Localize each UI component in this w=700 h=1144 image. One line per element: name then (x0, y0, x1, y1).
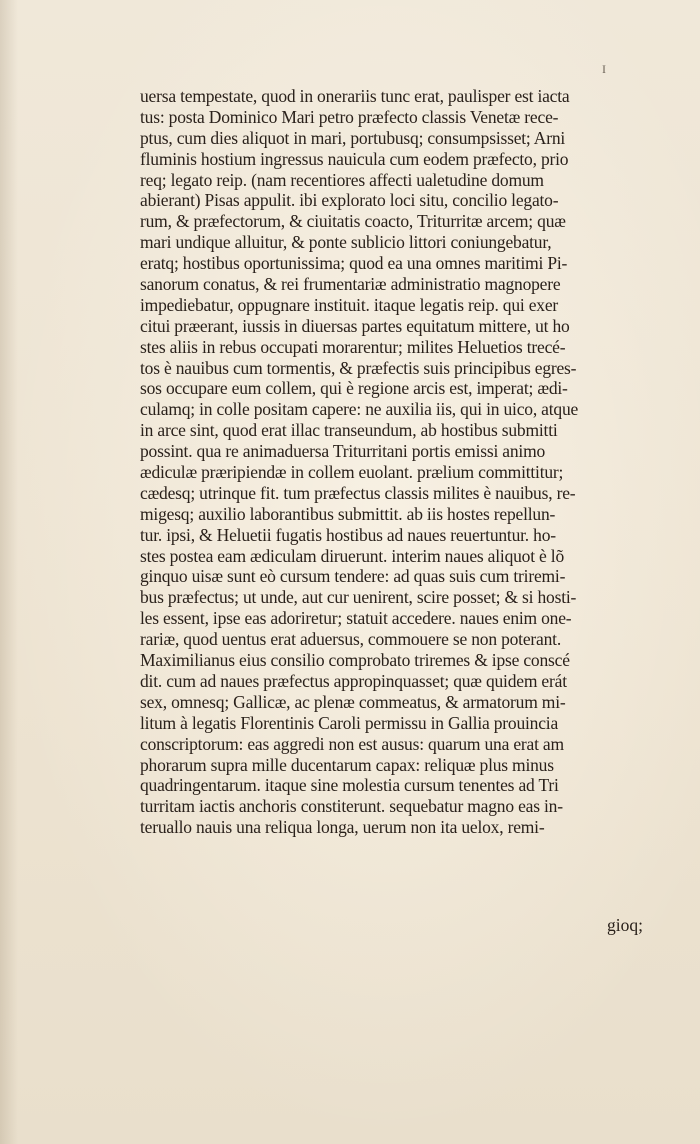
text-line: teruallo nauis una reliqua longa, uerum non ita uelox, remi- (140, 817, 545, 838)
text-line: bus præfectus; ut unde, aut cur uenirent, scire posset; & si hosti- (140, 587, 577, 608)
text-line: stes aliis in rebus occupati morarentur; milites Heluetios trecé- (140, 336, 566, 357)
text-line: eratq; hostibus oportunissima; quod ea una omnes maritimi Pi- (140, 253, 568, 274)
text-line: rariæ, quod uentus erat aduersus, commouere se non poterant. (140, 629, 561, 650)
text-line: conscriptorum: eas aggredi non est ausus: quarum una erat am (140, 733, 564, 754)
text-line: phorarum supra mille ducentarum capax: reliquæ plus minus (140, 754, 554, 775)
text-line: migesq; auxilio laborantibus submittit. ab iis hostes repellun- (140, 503, 556, 524)
text-line: ædiculæ præripiendæ in collem euolant. prælium committitur; (140, 462, 564, 483)
text-line: quadringentarum. itaque sine molestia cursum tenentes ad Tri (140, 775, 559, 796)
text-line: uersa tempestate, quod in onerariis tunc erat, paulisper est iacta (140, 86, 570, 106)
text-line: req; legato reip. (nam recentiores affecti ualetudine domum (140, 169, 544, 190)
text-line: sos occupare eum collem, qui è regione arcis est, imperat; ædi- (140, 378, 568, 399)
text-line: possint. qua re animaduersa Triturritani portis emissi animo (140, 441, 546, 462)
text-line: dit. cum ad naues præfectus appropinquasset; quæ quidem erát (140, 670, 567, 691)
text-line: litum à legatis Florentinis Caroli permissu in Gallia prouincia (140, 712, 559, 733)
page-edge-shadow (0, 0, 18, 1144)
text-block (140, 86, 660, 838)
text-line: Maximilianus eius consilio comprobato triremes & ipse conscé (140, 650, 570, 671)
text-line: mari undique alluitur, & ponte sublicio littori coniungebatur, (140, 232, 552, 253)
text-line: tur. ipsi, & Heluetii fugatis hostibus ad naues reuertuntur. ho- (140, 524, 556, 545)
text-line: in arce sint, quod erat illac transeundum, ab hostibus submitti (140, 420, 558, 441)
text-line: rum, & præfectorum, & ciuitatis coacto, Triturritæ arcem; quæ (140, 211, 566, 232)
text-line: stes postea eam ædiculam diruerunt. interim naues aliquot è lõ (140, 545, 565, 566)
text-line: les essent, ipse eas adoriretur; statuit accedere. naues enim one- (140, 608, 572, 629)
text-line: culamq; in colle positam capere: ne auxilia iis, qui in uico, atque (140, 399, 579, 420)
text-line: cædesq; utrinque fit. tum præfectus classis milites è nauibus, re- (140, 482, 576, 503)
text-line: turritam iactis anchoris constiterunt. sequebatur magno eas in- (140, 796, 563, 817)
text-line: ginquo uisæ sunt eò cursum tendere: ad quas suis cum triremi- (140, 566, 566, 587)
text-line: sanorum conatus, & rei frumentariæ administratio magnopere (140, 274, 561, 295)
text-line: citui præerant, iussis in diuersas partes equitatum mittere, ut ho (140, 315, 570, 336)
text-line: tus: posta Dominico Mari petro præfecto classis Venetæ rece- (140, 106, 559, 127)
text-line: tos è nauibus cum tormentis, & præfectis suis principibus egres- (140, 357, 577, 378)
text-line: fluminis hostium ingressus nauicula cum eodem præfecto, prio (140, 148, 569, 169)
catchword: gioq; (607, 915, 643, 935)
text-line: abierant) Pisas appulit. ibi explorato loci situ, concilio legato- (140, 190, 559, 211)
text-line: impediebatur, oppugnare instituit. itaque legatis reip. qui exer (140, 294, 559, 315)
folio-mark: I (602, 62, 606, 76)
text-line: ptus, cum dies aliquot in mari, portubusq; consumpsisset; Arni (140, 127, 566, 148)
text-line: sex, omnesq; Gallicæ, ac plenæ commeatus, & armatorum mi- (140, 691, 566, 712)
